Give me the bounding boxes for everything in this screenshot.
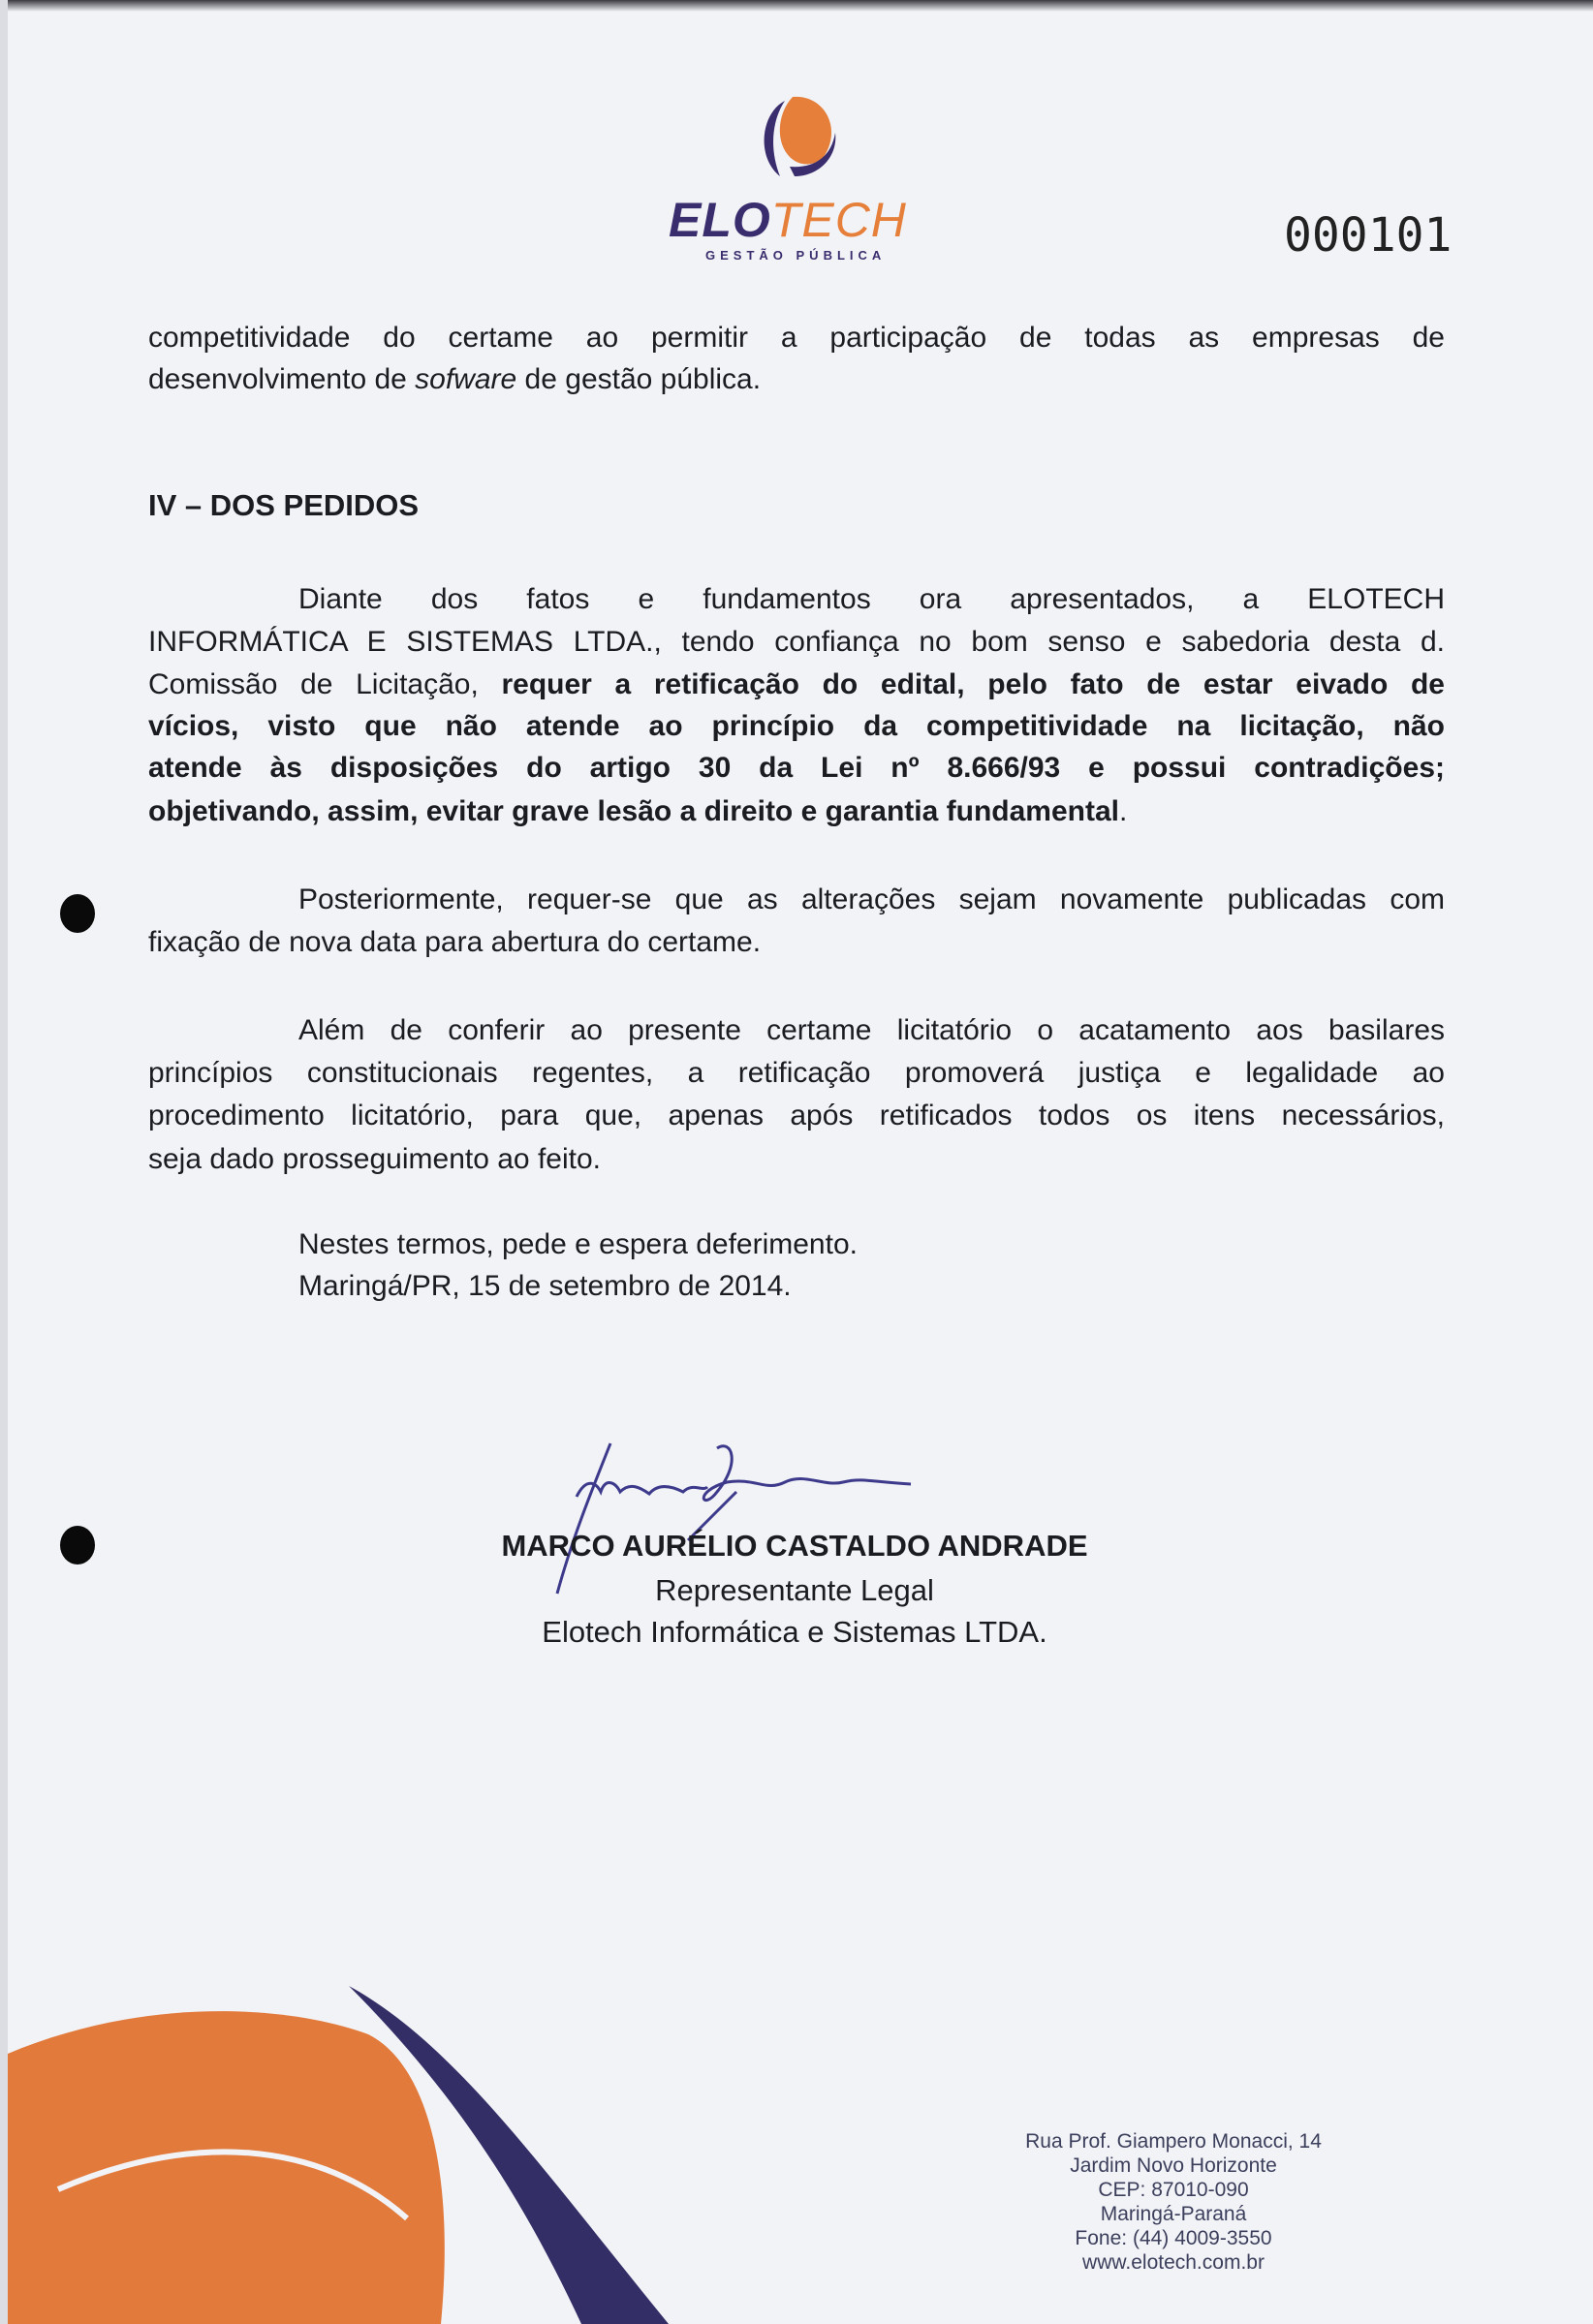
text: de gestão pública. <box>516 363 762 395</box>
scan-edge <box>0 0 1593 12</box>
elotech-logo-icon <box>746 89 843 186</box>
punch-hole <box>60 894 95 933</box>
logo-subtitle: GESTÃO PÚBLICA <box>705 248 887 263</box>
address-city: Maringá-Paraná <box>1100 2203 1247 2225</box>
address-street: Rua Prof. Giampero Monacci, 14 <box>1025 2130 1322 2153</box>
signatory-name: MARCO AURÉLIO CASTALDO ANDRADE <box>501 1529 1088 1563</box>
p4-line: procedimento licitatório, para que, apenas após retificados todos os itens necessários, <box>148 1100 1445 1131</box>
footer-swoosh-decoration <box>0 1976 678 2324</box>
section-heading: IV – DOS PEDIDOS <box>148 488 420 522</box>
text-bold: objetivando, assim, evitar grave lesão a direito e garantia fundamental <box>148 795 1119 827</box>
logo-secondary: TECH <box>770 193 907 247</box>
p3-line: fixação de nova data para abertura do certame. <box>148 926 762 958</box>
p2-line <box>148 790 1445 833</box>
p1-line <box>148 358 1445 401</box>
p2-line <box>148 747 1445 790</box>
address-website: www.elotech.com.br <box>1082 2251 1265 2274</box>
text: Comissão de Licitação, <box>148 668 502 700</box>
signatory-company: Elotech Informática e Sistemas LTDA. <box>542 1615 1047 1649</box>
text: desenvolvimento de <box>148 363 416 395</box>
text-bold: requer a retificação do edital, pelo fato de estar eivado de <box>501 668 1445 700</box>
text-bold: atende às disposições do artigo 30 da Lei nº 8.666/93 e possui contradições; <box>148 752 1445 784</box>
signatory-role: Representante Legal <box>655 1573 934 1607</box>
p4-line: Além de conferir ao presente certame licitatório o acatamento aos basilares <box>298 1014 1445 1046</box>
footer-address <box>980 2129 1367 2275</box>
text: . <box>1119 795 1128 827</box>
p2-line <box>148 664 1445 706</box>
text-italic: sofware <box>415 363 517 395</box>
document-number: 000101 <box>1284 208 1452 263</box>
p4-line: princípios constitucionais regentes, a retificação promoverá justiça e legalidade ao <box>148 1057 1445 1089</box>
p3-line: Posteriormente, requer-se que as alterações sejam novamente publicadas com <box>298 883 1445 915</box>
p2-line: Diante dos fatos e fundamentos ora apresentados, a ELOTECH <box>298 583 1445 615</box>
date-line: Maringá/PR, 15 de setembro de 2014. <box>298 1270 792 1302</box>
logo-primary: ELO <box>669 193 771 247</box>
text-bold: vícios, visto que não atende ao princípio da competitividade na licitação, não <box>148 710 1445 742</box>
logo-wordmark <box>669 192 907 248</box>
address-cep: CEP: 87010-090 <box>1098 2179 1249 2201</box>
closing-line: Nestes termos, pede e espera deferimento. <box>298 1228 858 1260</box>
p2-line: INFORMÁTICA E SISTEMAS LTDA., tendo confiança no bom senso e sabedoria desta d. <box>148 626 1445 658</box>
address-phone: Fone: (44) 4009-3550 <box>1075 2227 1272 2249</box>
address-district: Jardim Novo Horizonte <box>1070 2154 1277 2177</box>
p1-line: competitividade do certame ao permitir a participação de todas as empresas de <box>148 322 1445 354</box>
p4-line: seja dado prosseguimento ao feito. <box>148 1143 601 1175</box>
punch-hole <box>60 1526 95 1565</box>
p2-line <box>148 705 1445 748</box>
